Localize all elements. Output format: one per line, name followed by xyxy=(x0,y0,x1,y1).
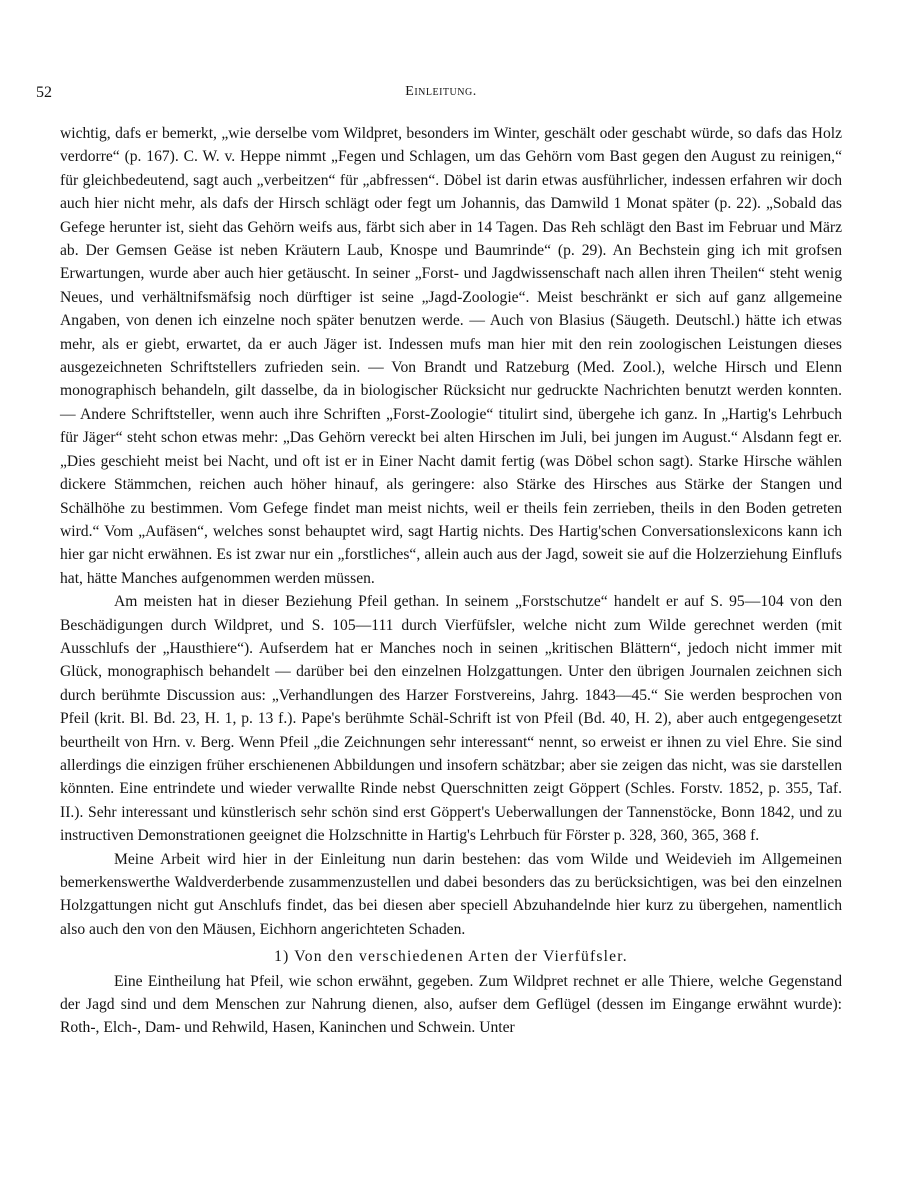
running-head: Einleitung. xyxy=(405,84,477,99)
paragraph-1: wichtig, dafs er bemerkt, „wie derselbe vom Wildpret, besonders im Winter, geschält oder geschabt würde, so dafs das Holz verdorre“ (p. 167). C. W. v. Heppe nimmt „Fegen und Schlagen, um das Gehörn vom Bast gegen den August zu reinigen,“ für gleichbedeutend, sagt auch „verbeitzen“ für „abfressen“. Döbel ist darin etwas ausführlicher, indessen erfahren wir doch auch hier nicht mehr, als dafs der Hirsch schlägt oder fegt um Johannis, das Damwild 1 Monat später (p. 22). „Sobald das Gefege herunter ist, sieht das Gehörn weifs aus, färbt sich aber in 14 Tagen. Das Reh schlägt den Bast im Februar und März ab. Der Gemsen Geäse ist neben Kräutern Laub, Knospe und Baumrinde“ (p. 29). An Bechstein ging ich mit grofsen Erwartungen, wurde aber auch hier getäuscht. In seiner „Forst- und Jagdwissenschaft nach allen ihren Theilen“ steht wenig Neues, und verhältnifsmäfsig noch dürftiger ist seine „Jagd-Zoologie“. Meist beschränkt er sich auf ganz allgemeine Angaben, von denen ich einzelne noch später benutzen werde. — Auch von Blasius (Säugeth. Deutschl.) hätte ich etwas mehr, als er giebt, erwartet, da er auch Jäger ist. Indessen mufs man hier mit den rein zoologischen Leistungen dieses ausgezeichneten Schriftstellers zufrieden sein. — Von Brandt und Ratzeburg (Med. Zool.), welche Hirsch und Elenn monographisch behandeln, gilt dasselbe, da in biologischer Rücksicht nur gedruckte Nachrichten benutzt werden konnten. — Andere Schriftsteller, wenn auch ihre Schriften „Forst-Zoologie“ titulirt sind, übergehe ich ganz. In „Hartig's Lehrbuch für Jäger“ steht schon etwas mehr: „Das Gehörn vereckt bei alten Hirschen im Juli, bei jungen im August.“ Alsdann fegt er. „Dies geschieht meist bei Nacht, und oft ist er in Einer Nacht damit fertig (was Döbel schon sagt). Starke Hirsche wählen dickere Stämmchen, reichen auch höher hinauf, als geringere: also Stärke des Hirsches aus Stärke der Stangen und Schälhöhe zu bestimmen. Vom Gefege findet man meist nichts, weil er theils fein zerrieben, theils in den Boden getreten wird.“ Vom „Aufäsen“, welches sonst behauptet wird, sagt Hartig nichts. Des Hartig'schen Conversationslexicons kann ich hier gar nicht erwähnen. Es ist zwar nur ein „forstliches“, allein auch aus der Jagd, soweit sie auf die Holzerziehung Einflufs hat, hätte Manches aufgenommen werden müssen. xyxy=(60,125,842,587)
paragraph-2: Am meisten hat in dieser Beziehung Pfeil gethan. In seinem „Forstschutze“ handelt er auf S. 95—104 von den Beschädigungen durch Wildpret, und S. 105—111 durch Vierfüfsler, welche nicht zum Wilde gerechnet werden (mit Ausschlufs der „Hausthiere“). Aufserdem hat er Manches noch in seinen „kritischen Blättern“, jedoch nicht immer mit Glück, monographisch behandelt — darüber bei den einzelnen Holzgattungen. Unter den übrigen Journalen zeichnen sich durch berühmte Discussion aus: „Verhandlungen des Harzer Forstvereins, Jahrg. 1843—45.“ Sie werden besprochen von Pfeil (krit. Bl. Bd. 23, H. 1, p. 13 f.). Pape's berühmte Schäl-Schrift ist von Pfeil (Bd. 40, H. 2), aber auch entgegengesetzt beurtheilt von Hrn. v. Berg. Wenn Pfeil „die Zeichnungen sehr interessant“ nennt, so erweist er ihnen zu viel Ehre. Sie sind allerdings die einzigen früher erschienenen Abbildungen und insofern schätzbar; aber sie zeigen das nicht, was sie darstellen könnten. Eine entrindete und wieder verwallte Rinde nebst Querschnitten zeigt Göppert (Schles. Forstv. 1852, p. 355, Taf. II.). Sehr interessant und künstlerisch sehr schön sind erst Göppert's Ueberwallungen der Tannenstöcke, Bonn 1842, und zu instructiven Demonstrationen geeignet die Holzschnitte in Hartig's Lehrbuch für Förster p. 328, 360, 365, 368 f. xyxy=(60,593,842,845)
page-number: 52 xyxy=(36,84,52,101)
paragraph-4: Eine Eintheilung hat Pfeil, wie schon erwähnt, gegeben. Zum Wildpret rechnet er alle Thiere, welche Gegenstand der Jagd sind und dem Menschen zur Nahrung dienen, also, aufser dem Geflügel (dessen im Eingange erwähnt wurde): Roth-, Elch-, Dam- und Rehwild, Hasen, Kaninchen und Schwein. Unter xyxy=(60,972,842,1037)
body-text xyxy=(60,122,842,1040)
page-header xyxy=(36,84,846,108)
paragraph-3: Meine Arbeit wird hier in der Einleitung nun darin bestehen: das vom Wilde und Weidevieh im Allgemeinen bemerkenswerthe Waldverderbende zusammenzustellen und dabei besonders das zu berücksichtigen, was bei den einzelnen Holzgattungen nicht gut Anschlufs findet, das bei diesen aber speciell Abzuhandelnde hier kurz zu übergehen, namentlich also auch den von den Mäusen, Eichhorn angerichteten Schaden. xyxy=(60,850,842,938)
section-heading: 1) Von den verschiedenen Arten der Vierfüfsler. xyxy=(274,948,628,966)
